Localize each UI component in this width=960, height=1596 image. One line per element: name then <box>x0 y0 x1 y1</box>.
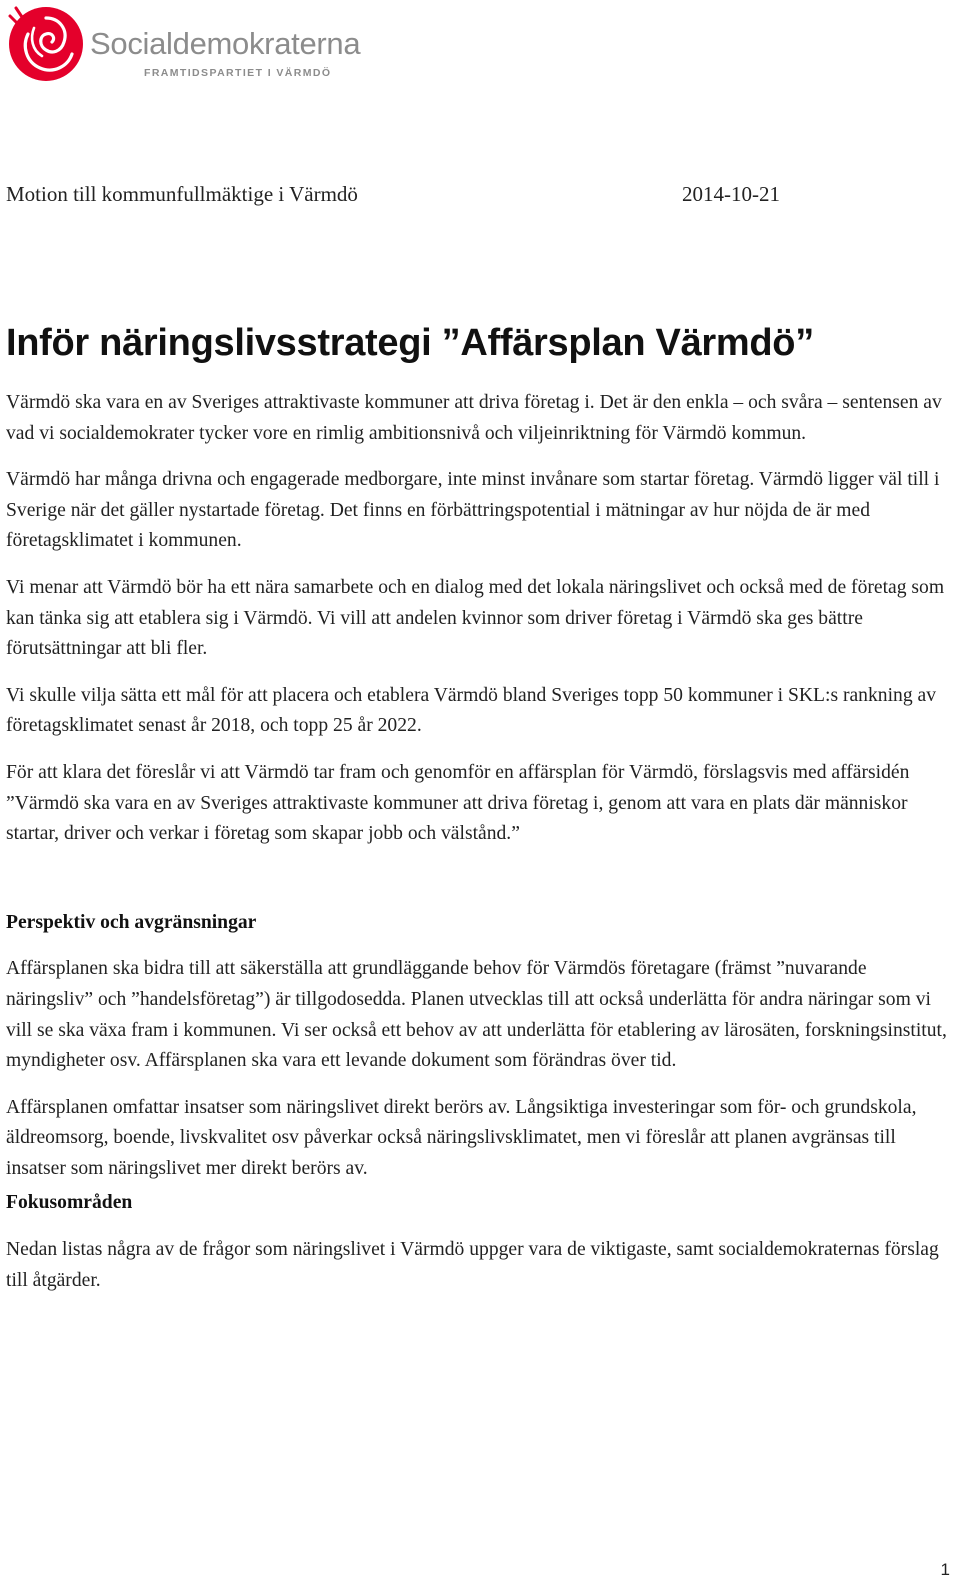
motion-type: Motion till kommunfullmäktige i Värmdö <box>6 182 358 206</box>
section-spacer <box>6 866 951 908</box>
intro-paragraph: Värmdö ska vara en av Sveriges attraktivaste kommuner att driva företag i. Det är den enkla – och svåra – sentensen av vad vi socialdemokrater tycker vore en rimlig ambitionsnivå och viljeinriktning för Värmdö kommun. <box>6 392 942 444</box>
intro-paragraph: Vi skulle vilja sätta ett mål för att placera och etablera Värmdö bland Sveriges topp 50 kommuner i SKL:s rankning av företagsklimatet senast år 2018, och topp 25 år 2022. <box>6 684 937 737</box>
document-body <box>6 388 951 1312</box>
section-heading-fokus: Fokusområden <box>6 1192 133 1214</box>
perspektiv-paragraph: Affärsplanen ska bidra till att säkerställa att grundläggande behov för Värmdös företagare (främst ”nuvarande näringsliv” och ”handelsföretag”) är tillgodosedda. Planen utvecklas till att också underlätta för andra näringar som vi vill se ska växa fram i kommunen. Vi ser också ett behov av att underlätta för etablering av lärosäten, forskningsinstitut, myndigheter osv. Affärsplanen ska vara ett levande dokument som förändras över tid. <box>6 958 947 1072</box>
page-number: 1 <box>940 1560 950 1579</box>
party-logo <box>6 4 386 84</box>
intro-paragraph: Värmdö har många drivna och engagerade medborgare, inte minst invånare som startar företag. Värmdö ligger väl till i Sverige när det gäller nystartade företag. Det finns en förbättringspotential i mätningar av hur nöjda de är med företagsklimatet i kommunen. <box>6 469 940 552</box>
rose-icon <box>6 4 86 84</box>
intro-paragraph: Vi menar att Värmdö bör ha ett nära samarbete och en dialog med det lokala näringslivet och också med de företag som kan tänka sig att etablera sig i Värmdö. Vi vill att andelen kvinnor som driver företag i Värmdö ska ges bättre förutsättningar att bli fler. <box>6 576 945 660</box>
logo-tagline: FRAMTIDSPARTIET I VÄRMDÖ <box>144 67 332 79</box>
perspektiv-paragraph: Affärsplanen omfattar insatser som näringslivet direkt berörs av. Långsiktiga investeringar som för- och grundskola, äldreomsorg, boende, livskvalitet osv påverkar också näringslivsklimatet, men vi föreslår att planen avgränsas till insatser som näringslivet mer direkt berörs av. <box>6 1096 917 1179</box>
fokus-paragraph: Nedan listas några av de frågor som näringslivet i Värmdö uppger vara de viktigaste, samt socialdemokraternas förslag till åtgärder. <box>6 1239 939 1291</box>
logo-name: Socialdemokraterna <box>90 26 361 61</box>
motion-date: 2014-10-21 <box>682 182 780 206</box>
section-heading-perspektiv: Perspektiv och avgränsningar <box>6 911 257 933</box>
intro-paragraph: För att klara det föreslår vi att Värmdö tar fram och genomför en affärsplan för Värmdö, förslagsvis med affärsidén ”Värmdö ska vara en av Sveriges attraktivaste kommuner att driva företag i, genom att vara en plats där människor startar, driver och verkar i företag som skapar jobb och välstånd.” <box>6 761 910 845</box>
document-title: Inför näringslivsstrategi ”Affärsplan Värmdö” <box>6 322 814 364</box>
